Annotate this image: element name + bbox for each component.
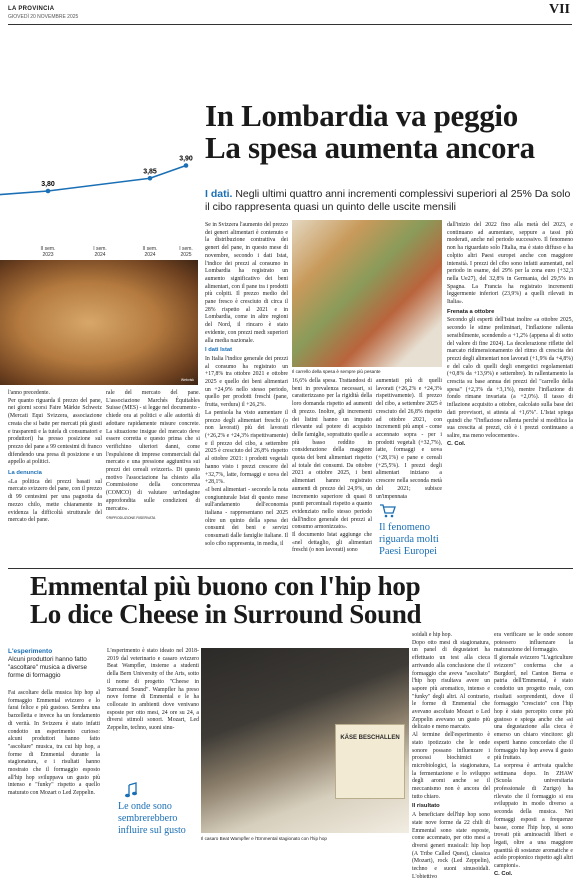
price-chart xyxy=(0,130,198,260)
copyright-note: ©RIPRODUZIONE RISERVATA xyxy=(106,516,156,521)
pull-quote: Il fenomeno riguarda molti Paesi Europei xyxy=(379,522,439,557)
paragraph: soidali e hip hop. Dopo otto mesi di stagionatura, un panel di degustatori ha effettuato un test alla cieca arrivando alla conclusione che il formaggio che aveva "ascoltato" l'hip hop risultava avere un sapore più aromatico, intenso e "funky" degli altri. Al contrario, le forme di Emmental che avevano ascoltato Mozart o Led Zeppelin avevano un gusto più delicato e meno marcato. Al termine dell'esperimento è stato ipotizzato che le onde sonore possano influenzare i processi biochimici e microbiologici, la stagionatura, la fermentazione e lo sviluppo degli aromi anche se il meccanismo non è ancora del tutto chiaro. xyxy=(412,632,490,800)
paragraph: 16,6% della spesa. Trattandosi di beni in prevalenza necessari, si caratterizzano per la rigidità della loro domanda rispetto ad aumenti di prezzo. Inoltre, gli incrementi dei listini hanno un impatto rilevante sul potere di acquisto delle famiglie, soprattutto quelle a più basso reddito in considerazione della maggiore quota dei beni alimentari rispetto al totale dei consumi. Da ottobre 2021 a ottobre 2025, i beni alimentari hanno registrato aumenti di prezzo del 24,9%, un incremento superiore di quasi 8 punti percentuali rispetto a quanto evidenziato nello stesso periodo dall'indice generale dei prezzi al consumo armonizzato». Il documento Istat aggiunge che «nel dettaglio, gli alimentari freschi (o non lavorati) sono xyxy=(292,378,372,554)
cheese-sign: KÄSE BESCHALLEN xyxy=(335,724,405,799)
data-point xyxy=(148,176,153,181)
paragraph: dall'inizio del 2022 fino alla metà del 2023, e continuano ad aumentare, seppure a tassi più moderati, anche nel periodo successivo. Il fenomeno non ha riguardato solo l'Italia, ma è stato diffuso e ha colpito altri Paesi europei anche con maggiore intensità. I prezzi del cibo sono infatti aumentati, nel periodo in esame, del 29% per la zona euro (+32,3 nella Ue27), del 32,8% in Germania, del 29,5% in Spagna. La Francia ha registrato incrementi leggermente inferiori (23,9%) a quelli rilevati in Italia». xyxy=(447,222,573,306)
paragraph: era verificare se le onde sonore potessero influenzare la maturazione del formaggio. Il giornale svizzero "L'agriculture svizzero" conferma che a Burgdorf, nel Canton Berna e patria dell'Emmental, è stato condotto un progetto reale, con risultati sorprendenti, dove il formaggio "cresciuto" con l'hip hop è stato percepito come più gustoso e spiega anche che «si una degustazione alla cieca è emerso un chiaro vincitore: gli esperti hanno concordato che il formaggio hip hop aveva il gusto più fruttato. La sorpresa è arrivata qualche settimana dopo. In ZHAW (Scuola universitaria professionale di Zurigo) ha rilevato che il formaggio si era sviluppato in modo diverso a seconda della musica. Nei formaggi esposti a frequenze basse, come l'hip hop, si sono trovati più aminoacidi liberi e legati, oltre a una maggiore quantità di sostanze aromatiche e acido propionico rispetto agli altri campioni». xyxy=(494,632,573,870)
article2-col-c xyxy=(412,632,490,882)
paragraph: Secondo gli esperti dell'Istat inoltre «a ottobre 2025, secondo le stime preliminari, l'inflazione rallenta sensibilmente, scendendo a +1,2% (appena al di sotto del valore di fine 2024). La decelerazione riflette del marcato ridimensionamento del ritmo di crescita dei prezzi degli alimentari non lavorati (+1,9% da +4,8%) e del calo di quelli degli energetici regolamentati (+0,8% da +13,9%) e settembre). In rallentamento la crescita su base annua dei prezzi del "carrello della spesa" (+2,3% da +3,1%), mentre l'inflazione di fondo rimane invariata (a +2,0%). Il tasso di inflazione acquisito a ottobre, calcolato sulla base dei dati provvisori, si attesta al +1,6%". L'Istat spiega quindi che "l'inflazione rallenta perché si modifica la sua crescita ai prezzi, ciò è i prezzi continuano a salire, ma meno velocemente». xyxy=(447,317,573,439)
article1-col-c xyxy=(205,222,288,549)
section-label-frenata: Frenata a ottobre xyxy=(447,308,495,315)
article1-headline xyxy=(205,100,575,164)
issue-date: GIOVEDÌ 20 NOVEMBRE 2025 xyxy=(8,14,79,20)
article2-headline xyxy=(30,572,570,628)
data-label: 3,90 xyxy=(179,155,193,163)
article2-kicker xyxy=(8,648,98,680)
x-tick-label: I sem. 2024 xyxy=(93,246,107,258)
author-sign-2: C. Col. xyxy=(494,870,513,877)
photo-caption-cheese: Il casaro Beat Wampfler e l'Emmental stagionato con l'hip hop xyxy=(201,836,327,841)
section-label-istat: I dati Istat xyxy=(205,347,233,354)
article1-col-f xyxy=(447,222,573,448)
headline-line-2: La spesa aumenta ancora xyxy=(205,130,535,165)
series-line xyxy=(0,166,186,197)
data-point xyxy=(184,163,189,168)
cart-icon xyxy=(379,503,395,519)
headline2-line-2: Lo dice Cheese in Surround Sound xyxy=(30,599,422,629)
article2-col-a xyxy=(8,690,100,798)
x-tick-label: II sem. 2023 xyxy=(40,246,56,258)
data-label: 3,80 xyxy=(41,181,55,188)
section-label-denuncia: La denuncia xyxy=(8,470,42,477)
photo-credit: Webvisk xyxy=(180,378,194,382)
article1-col-b xyxy=(106,390,200,523)
article1-col-e xyxy=(376,378,442,501)
x-tick-label: II sem. 2024 xyxy=(142,246,158,258)
article1-col-a xyxy=(8,390,102,525)
paragraph: In Italia l'indice generale dei prezzi al consumo ha registrato un +17,8% tra ottobre 2021 e ottobre 2025 e quello dei beni alimentari un +24,9% nello stesso periodo, quello per prodotti freschi (pane, frutta, verdura) il +26,2%. La penisola ha visto aumentare il prezzo degli alimentari freschi (o non lavorati) più dei lavorati (+26,2% e +24,3% rispettivamente) e il prezzo del cibo, a settembre 2025 è cresciuto del 26,8% rispetto al ottobre 2021: i prodotti vegetali hanno visto i prezzi crescere del +32,7%, latte, formaggi e uova del +28,1%. «I beni alimentari - secondo la nota congiunturale Istat di questo mese sull'andamento dell'economia italiana - rappresentano nel 2025 oltre un quinto della spesa dei consumi dei beni e servizi consumati dalle famiglie italiane. Il solo cibo rappresenta, in media, il xyxy=(205,355,289,547)
article1-subhead xyxy=(205,188,575,214)
section-divider xyxy=(8,568,573,569)
section-label-risultato: Il risultato xyxy=(412,803,440,810)
data-point xyxy=(46,189,51,194)
newspaper-name: LA PROVINCIA xyxy=(8,6,55,12)
paragraph: rale del mercato del pane. L'associazione Marchés Équitables Suisse (MES) - si legge nel documento - chiede ora ai politici e alle autorità di adottare rapidamente misure concrete. La situazione insigue del mercato deve essere corretta e questo prima che si verifichino ulteriori danni, come l'espulsione di imprese commerciali dal mercato e una pressione aggiuntiva sui prezzi dei cereali svizzeri». Di questo motivo l'associazione ha chiesto alla Commissione della concorrenza (COMCO) di valutare un'indagine approfondita sulle condizioni di mercato». xyxy=(106,390,200,512)
paragraph: aumentati più di quelli lavorati (+26,2% e +24,3% rispettivamente). Il prezzo del cibo, a settembre 2025 è cresciuto del 26,8% rispetto ad ottobre 2021, con incrementi più ampi - come accennato sopra - per i prodotti vegetali (+32,7%), latte, formaggi e uova (+28,1%) e pane e cereali (+25,5%). I prezzi degli alimentari iniziano a crescere nella seconda metà del 2021; subisce un'impennata xyxy=(376,378,442,500)
page-number: VII xyxy=(548,2,570,17)
paragraph: «La politica dei prezzi basati sul mercato svizzero del pane, con il prezzo di 99 centesimi per una pagnotta da mezzo chilo, mette chiaramente in evidenza la difficoltà strutturale del mercato del pane. xyxy=(8,478,102,524)
kicker-text: Alcuni produttori hanno fatto "ascoltare" musica a diverse forme di formaggio xyxy=(8,656,88,679)
masthead xyxy=(8,4,572,28)
pull-quote-2: Le onde sono sembrerebbero influire sul gusto xyxy=(118,801,186,836)
headline-line-1: In Lombardia va peggio xyxy=(205,98,518,133)
subhead-label: I dati. xyxy=(205,188,233,200)
paragraph: A beneficiare dell'hip hop sono state nove forme da 22 chili di Emmental sono state esposte, come accennato, per otto mesi a diversi generi musicali: hip hop (A Tribe Called Quest), classica (Mozart), rock (Led Zeppelin), techno e suoni sinusoidali. L'obiettivo xyxy=(412,812,490,880)
paragraph: Se in Svizzera l'aumento del prezzo dei generi alimentari è contenuto e la distribuzione contrattiva dei generi del pane, in questo mese di novembre, secondo i dati Istat, l'indice dei prezzi al consumo in Lombardia ha registrato un aumento significativo dei beni alimentari, con il pane tra i prodotti più colpiti. Il prezzo medio del pane fresco è cresciuto di circa il 28% rispetto al 2021 e in Lombardia, come in altre regioni del Nord, il rincaro è stato evidente, con prezzi medi superiori alla media nazionale. xyxy=(205,222,288,344)
paragraph: l'anno precedente. Per quanto riguarda il prezzo del pane, nei giorni scorsi Faire Märkte Schweiz (Mercati Equi Svizzera, associazione creata che si batte per mercati più giusti e trasparenti e la tutela di consumatori e produttori) ha presso posizione sul prezzo del pane a 99 centesimi di franco difendendo una presa di posizione e un appello ai politici. xyxy=(8,390,102,466)
article2-col-d xyxy=(494,632,573,879)
x-tick-label: I sem. 2025 xyxy=(179,246,193,258)
paragraph: L'esperimento è stato ideato nel 2018-2019 dal veterinario e casaro svizzero Beat Wampfler, insieme a studenti della Bern University of the Arts, sotto il nome di progetto "Cheese in Surround Sound". Wampfler ha preso nove forme di Emmental e le ha collocate in ambienti dove venivano esposte per otto mesi, 24 ore su 24, a diversi stimoli sonori. Mozart, Led Zeppelin, techno, suoni sinu- xyxy=(107,648,199,732)
article2-col-b xyxy=(107,648,199,733)
paragraph: Fai ascoltare della musica hip hop al formaggio Emmental svizzero e lo farai felice e più gustoso. Sembra una barzelletta e invece ha un fondamento di verità. In Svizzera è stato infatti condotto un esperimento curioso: alcuni produttori hanno fatto "ascoltare" musica, tra cui hip hop, a forme di Emmental durante la stagionatura, e i risultati hanno mostrato che il formaggio esposto all'hip hop sviluppava un gusto più intenso e "funky" rispetto a quello maturato con Mozart o Led Zeppelin. xyxy=(8,690,100,797)
article1-col-d xyxy=(292,378,372,555)
headline2-line-1: Emmental più buono con l'hip hop xyxy=(30,571,421,601)
chart-svg xyxy=(0,130,198,260)
music-note-icon xyxy=(124,782,138,800)
shopping-cart-photo xyxy=(292,220,442,367)
photo-caption-cart: Il carrello della spesa è sempre più pesante xyxy=(292,369,381,374)
masthead-rule xyxy=(8,24,572,25)
kicker-label: L'esperimento xyxy=(8,648,53,655)
author-sign: C. Col. xyxy=(447,440,466,447)
data-label: 3,85 xyxy=(143,168,157,176)
subhead-text: Negli ultimi quattro anni incrementi complessivi superiori al 25% Da solo il cibo rappresenta quasi un quinto delle uscite mensili xyxy=(205,188,571,213)
bread-photo xyxy=(0,260,198,385)
